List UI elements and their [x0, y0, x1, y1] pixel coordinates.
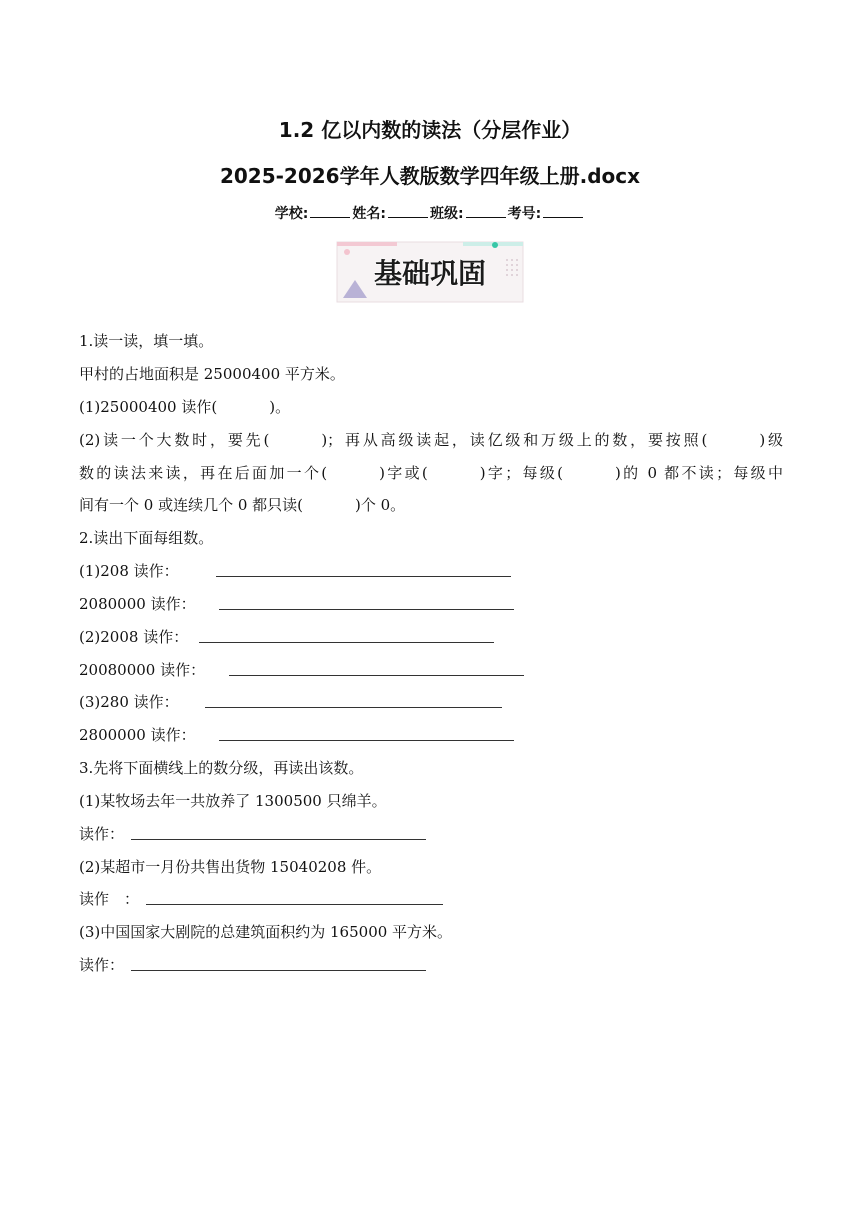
q1-part2-text-f: )字；每级(	[479, 464, 563, 482]
student-info-row	[0, 203, 860, 223]
q1-part2-line3	[79, 495, 405, 515]
q3-part2: (2)某超市一月份共售出货物 15040208 件。	[79, 858, 382, 876]
q2-item-4: 20080000 读作：	[79, 661, 206, 679]
q2-answer-line-2[interactable]	[219, 609, 514, 610]
section-banner	[335, 240, 525, 304]
q3-part3: (3)中国国家大剧院的总建筑面积约为 165000 平方米。	[79, 923, 453, 941]
q3-part1: (1)某牧场去年一共放养了 1300500 只绵羊。	[79, 792, 387, 810]
q2-item-2: 2080000 读作：	[79, 595, 196, 613]
q1-part2-line2	[79, 463, 783, 483]
q1-part2-text-g: )的 0 都不读；每级中	[615, 464, 783, 482]
q1-part1	[79, 397, 290, 417]
q1-part2-text-b: )；再从高级读起，读亿级和万级上的数，要按照(	[321, 431, 708, 449]
class-blank	[466, 205, 506, 218]
q1-part1-text-a: (1)25000400 读作(	[79, 398, 218, 416]
name-blank	[388, 205, 428, 218]
q2-answer-line-3[interactable]	[199, 642, 494, 643]
q3-read-label-1: 读作：	[79, 825, 125, 843]
q1-part2-text-d: 数的读法来读，再在后面加一个(	[79, 464, 328, 482]
q2-item-5: (3)280 读作：	[79, 693, 179, 711]
exam-no-blank	[543, 205, 583, 218]
q3-answer-line-2[interactable]	[146, 904, 443, 905]
q2-answer-line-4[interactable]	[229, 675, 524, 676]
doc-title-line2: 2025-2026学年人教版数学四年级上册.docx	[219, 164, 641, 188]
banner-text: 基础巩固	[373, 257, 487, 290]
q1-heading: 1.读一读，填一填。	[79, 332, 214, 350]
q2-item-3: (2)2008 读作：	[79, 628, 189, 646]
q2-answer-line-1[interactable]	[216, 576, 511, 577]
q2-item-1: (1)208 读作：	[79, 562, 179, 580]
school-blank	[310, 205, 350, 218]
q3-answer-line-1[interactable]	[131, 839, 426, 840]
q1-part2-text-h: 间有一个 0 或连续几个 0 都只读(	[79, 496, 304, 514]
q1-part2-text-e: )字或(	[379, 464, 428, 482]
name-label: 姓名:	[352, 206, 386, 222]
q2-item-6: 2800000 读作：	[79, 726, 196, 744]
exam-no-label: 考号:	[507, 206, 542, 222]
q2-answer-line-5[interactable]	[205, 707, 502, 708]
q1-context: 甲村的占地面积是 25000400 平方米。	[79, 365, 345, 383]
q3-heading: 3.先将下面横线上的数分级，再读出该数。	[79, 759, 364, 777]
class-label: 班级:	[430, 206, 464, 222]
q3-read-label-2: 读作 ：	[79, 890, 140, 908]
school-label: 学校:	[274, 206, 309, 222]
q1-part2-line1	[79, 430, 783, 450]
doc-title-line1: 1.2 亿以内数的读法（分层作业）	[278, 118, 582, 142]
q1-part2-text-c: )级	[759, 431, 783, 449]
q2-answer-line-6[interactable]	[219, 740, 514, 741]
q1-part2-text-i: )个 0。	[355, 496, 406, 514]
q3-answer-line-3[interactable]	[131, 970, 426, 971]
q3-read-label-3: 读作：	[79, 956, 125, 974]
q1-part1-text-b: )。	[269, 398, 291, 416]
q1-part2-text-a: (2)读一个大数时，要先(	[79, 431, 270, 449]
q2-heading: 2.读出下面每组数。	[79, 529, 214, 547]
